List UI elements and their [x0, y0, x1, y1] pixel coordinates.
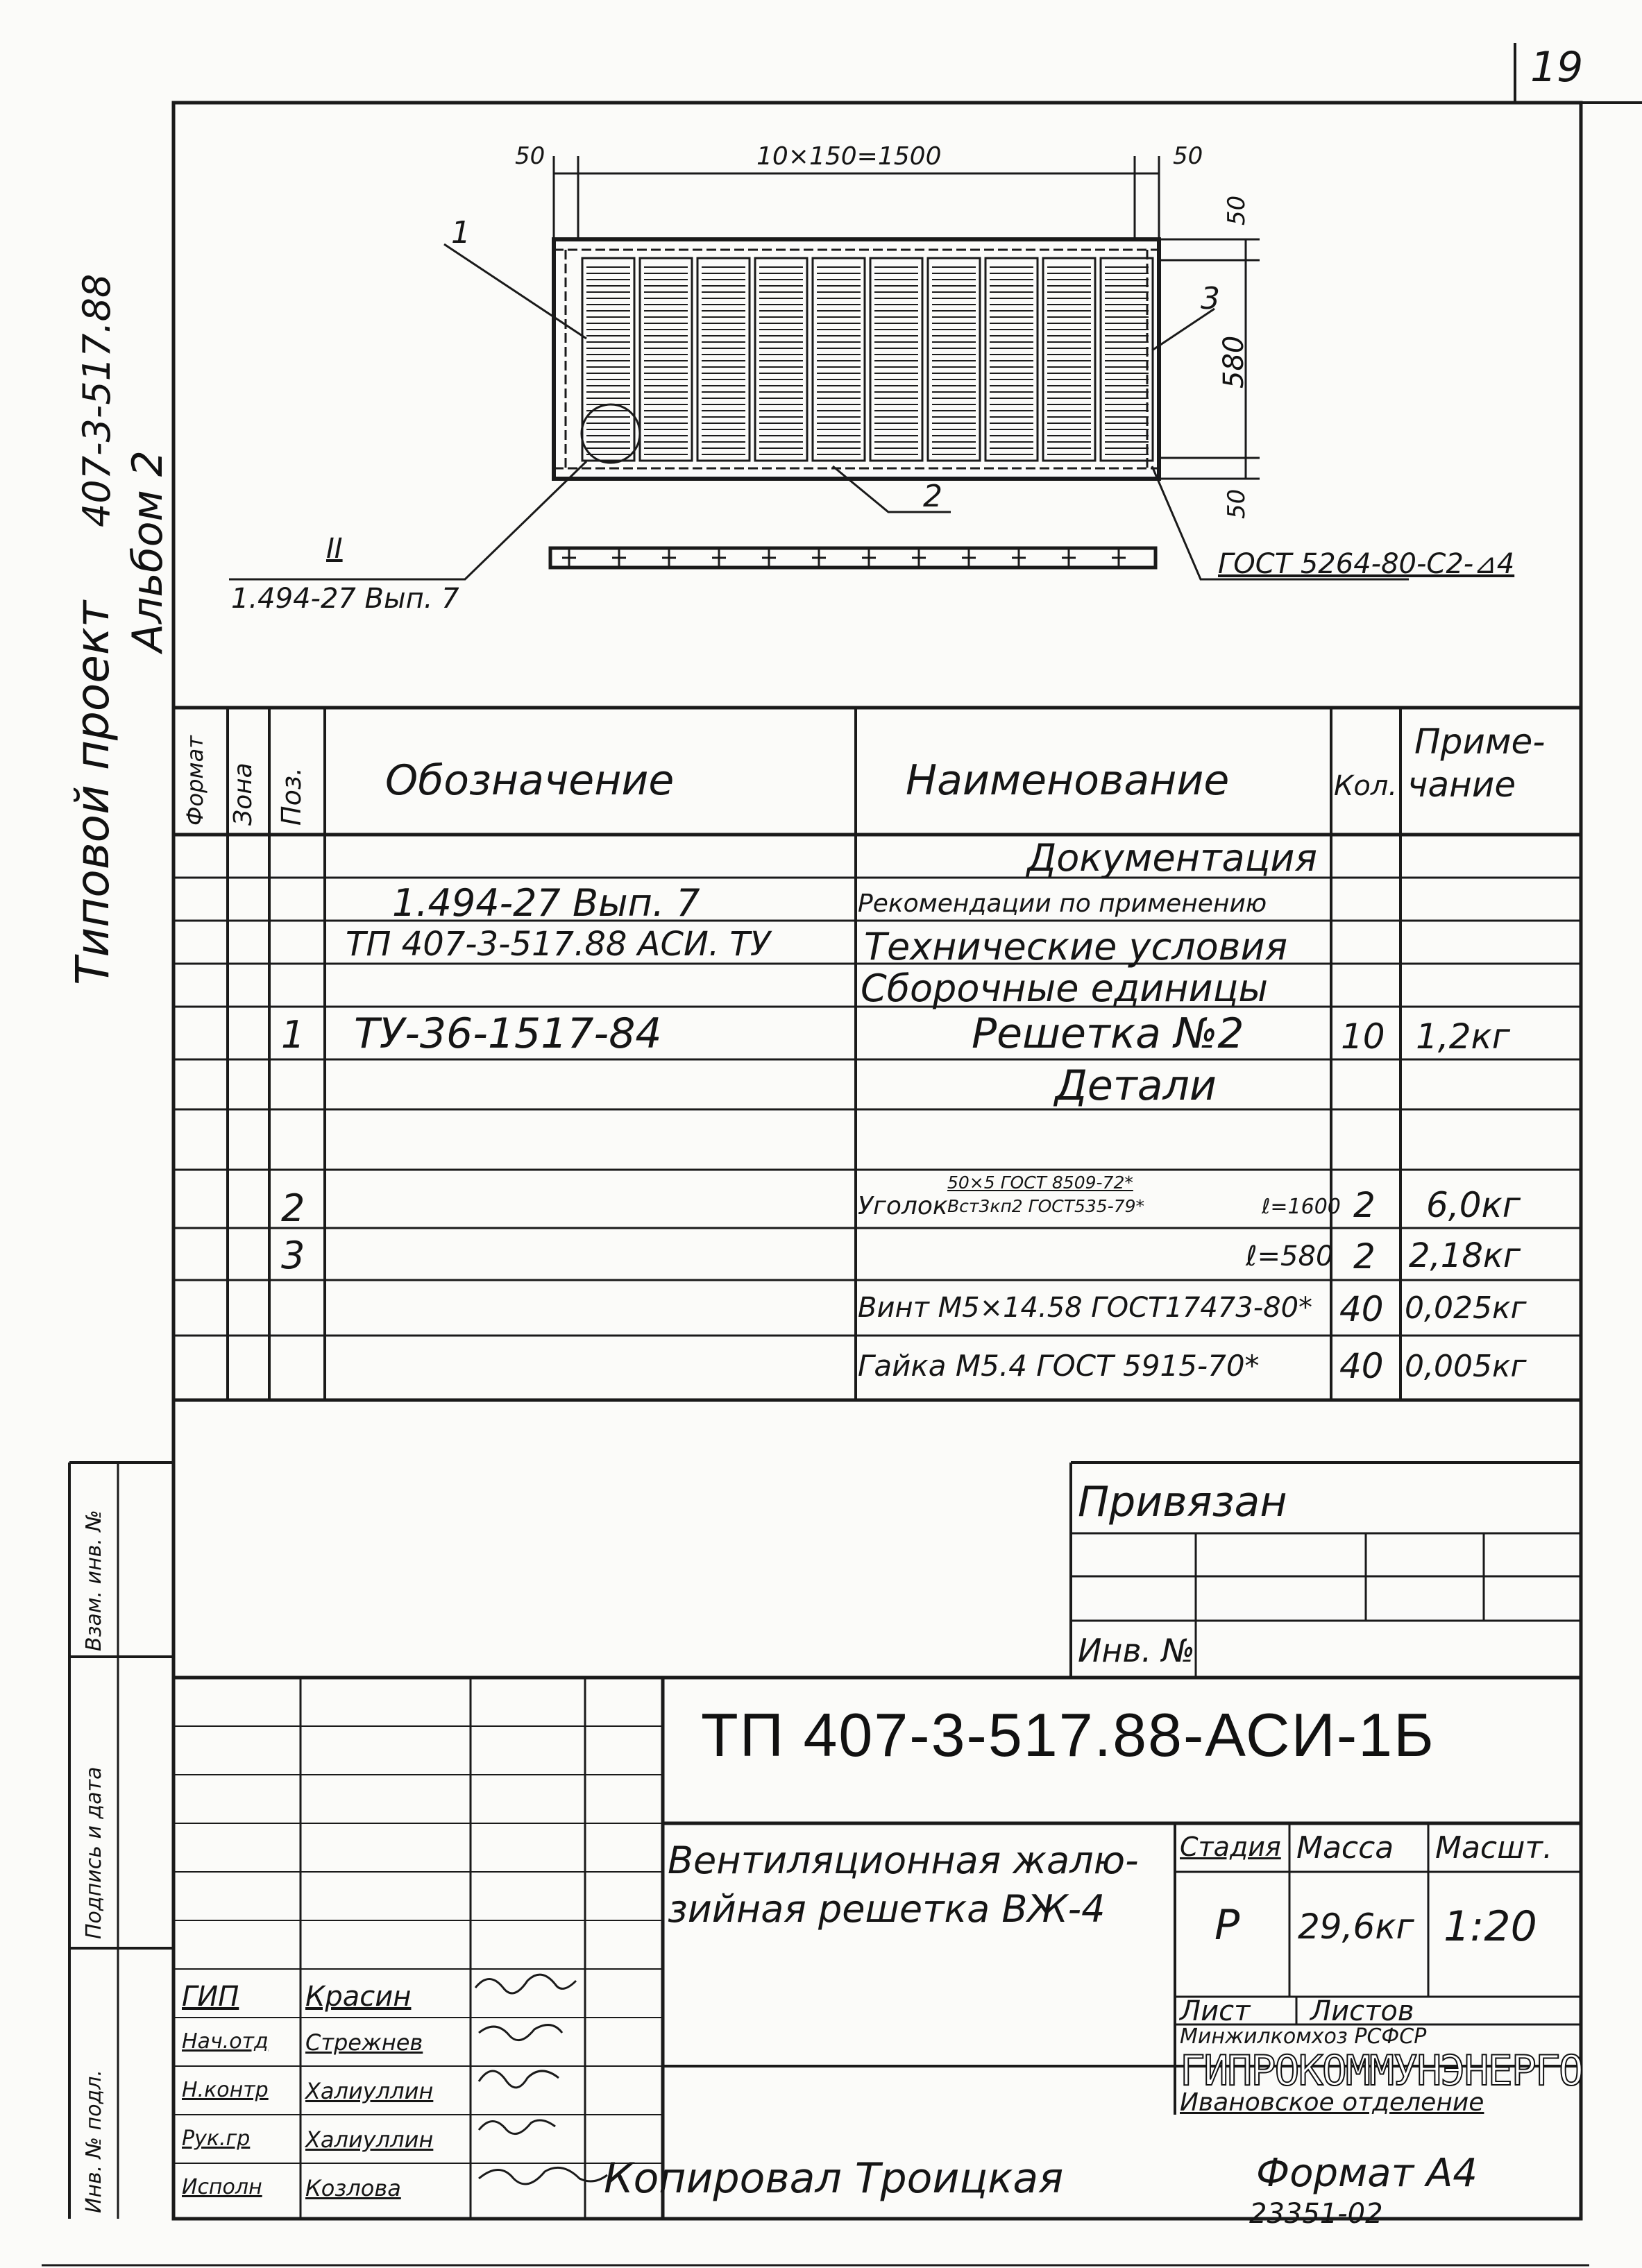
spec-row-pos: 1 — [281, 1013, 305, 1057]
project-label-line1: Типовой проект — [66, 600, 119, 985]
detail-reference: 1.494-27 Вып. 7 — [231, 583, 459, 615]
spec-row-name: Технические условия — [864, 925, 1288, 969]
dim-left-50: 50 — [515, 142, 545, 170]
inventory-number: 23351-02 — [1249, 2198, 1383, 2230]
grating-panel — [697, 258, 750, 461]
spec-row-name: Рекомендации по применению — [858, 889, 1267, 918]
spec-row-pos: 2 — [281, 1186, 305, 1230]
angle-spec-bottom: Вст3кп2 ГОСТ535-79* — [947, 1196, 1145, 1216]
header-zone: Зона — [229, 762, 257, 826]
spec-row-qty: 2 — [1353, 1185, 1376, 1225]
spec-row-qty: 10 — [1341, 1016, 1385, 1057]
spec-row-qty: 40 — [1339, 1346, 1384, 1386]
scale-label: Масшт. — [1435, 1830, 1552, 1866]
spec-row-note: 1,2кг — [1416, 1016, 1510, 1057]
mass-label: Масса — [1296, 1830, 1394, 1866]
angle-length: ℓ=1600 — [1262, 1195, 1341, 1219]
title-line2: зийная решетка ВЖ-4 — [668, 1887, 1106, 1931]
spec-row-note: 0,025кг — [1405, 1290, 1527, 1326]
grating-panel — [870, 258, 922, 461]
document-code: ТП 407-3-517.88-АСИ-1Б — [701, 1700, 1435, 1769]
grating-panel — [813, 258, 865, 461]
side-view-bolts — [562, 549, 1126, 566]
title-line1: Вентиляционная жалю- — [668, 1839, 1139, 1882]
stage-value: Р — [1214, 1901, 1240, 1950]
grating-panel — [1101, 258, 1153, 461]
spec-row-name: Решетка №2 — [972, 1009, 1244, 1058]
spec-row-name: Сборочные единицы — [861, 966, 1269, 1010]
album-label: Альбом 2 — [124, 450, 172, 652]
dim-height-580: 580 — [1218, 335, 1250, 389]
header-pos: Поз. — [276, 767, 307, 826]
spec-row-note: 2,18кг — [1409, 1236, 1521, 1275]
header-qty: Кол. — [1334, 770, 1398, 802]
grating-panel — [985, 258, 1038, 461]
grating-plan-view — [554, 239, 1159, 479]
staff-name: Красин — [305, 1981, 412, 2013]
project-code-vertical: 407-3-517.88 — [75, 273, 119, 527]
angle-spec-top: 50×5 ГОСТ 8509-72* — [947, 1173, 1133, 1193]
grating-panel — [640, 258, 692, 461]
spec-row-name: Винт М5×14.58 ГОСТ17473-80* — [858, 1292, 1313, 1324]
spec-row-name: Документация — [1027, 836, 1317, 880]
dim-bottom-50: 50 — [1223, 488, 1251, 519]
grating-panel — [1043, 258, 1095, 461]
sheets-label: Листов — [1310, 1995, 1414, 2027]
org-line1: Минжилкомхоз РСФСР — [1180, 2024, 1427, 2049]
header-note-line1: Приме- — [1414, 722, 1546, 762]
binding-title: Привязан — [1078, 1478, 1287, 1526]
spec-row-note: 0,005кг — [1405, 1349, 1527, 1384]
spec-row-name: Уголок — [858, 1192, 948, 1220]
staff-role: Исполн — [182, 2175, 262, 2199]
grating-slats — [582, 258, 1153, 461]
header-name: Наименование — [906, 756, 1230, 805]
strip-replace-inv: Взам. инв. № — [82, 1510, 106, 1651]
staff-role: Н.контр — [182, 2078, 269, 2102]
staff-name: Козлова — [305, 2175, 401, 2201]
staff-name: Халиуллин — [305, 2126, 434, 2153]
staff-name: Стрежнев — [305, 2029, 423, 2056]
staff-name: Халиуллин — [305, 2078, 434, 2104]
header-note-line2: чание — [1407, 765, 1516, 805]
staff-role: Нач.отд — [182, 2029, 269, 2054]
copied-by: Копировал Троицкая — [604, 2154, 1064, 2203]
spec-row-name: Детали — [1055, 1061, 1217, 1110]
dim-total-width: 10×150=1500 — [756, 142, 942, 171]
dim-right-50: 50 — [1173, 142, 1203, 170]
spec-row-designation: ТУ-36-1517-84 — [354, 1009, 662, 1058]
spec-row-designation: ТП 407-3-517.88 АСИ. ТУ — [346, 925, 771, 964]
org-line2: ГИПРОКОММУНЭНЕРГО — [1180, 2047, 1583, 2095]
spec-row-name: Гайка М5.4 ГОСТ 5915-70* — [858, 1349, 1260, 1383]
detail-mark: II — [326, 533, 343, 565]
callout-2: 2 — [923, 479, 942, 514]
staff-role: Рук.гр — [182, 2126, 251, 2151]
stage-label: Стадия — [1180, 1832, 1281, 1862]
staff-role: ГИП — [182, 1981, 239, 2013]
weld-reference: ГОСТ 5264-80-С2-⊿4 — [1218, 548, 1515, 580]
sheet-number: 19 — [1530, 43, 1584, 92]
strip-sign-date: Подпись и дата — [82, 1766, 106, 1939]
binding-inv-label: Инв. № — [1078, 1632, 1195, 1669]
spec-row-qty: 2 — [1353, 1236, 1376, 1277]
grating-panel — [582, 258, 634, 461]
dim-top-50: 50 — [1223, 195, 1251, 225]
grating-panel — [928, 258, 980, 461]
callout-1: 1 — [451, 215, 471, 250]
callout-3: 3 — [1201, 281, 1220, 316]
org-line3: Ивановское отделение — [1180, 2088, 1484, 2117]
header-format: Формат — [182, 735, 208, 826]
strip-inv-orig: Инв. № подл. — [82, 2070, 106, 2213]
spec-row-name: ℓ=580 — [1246, 1240, 1334, 1272]
mass-value: 29,6кг — [1298, 1907, 1414, 1947]
scale-value: 1:20 — [1444, 1902, 1537, 1951]
spec-row-pos: 3 — [281, 1234, 305, 1277]
grating-panel — [755, 258, 807, 461]
spec-row-designation: 1.494-27 Вып. 7 — [392, 881, 700, 925]
sheet-label: Лист — [1180, 1995, 1251, 2027]
spec-row-qty: 40 — [1339, 1289, 1384, 1329]
sheet-format: Формат А4 — [1256, 2151, 1478, 2196]
spec-row-note: 6,0кг — [1426, 1185, 1521, 1225]
header-designation: Обозначение — [385, 756, 675, 805]
